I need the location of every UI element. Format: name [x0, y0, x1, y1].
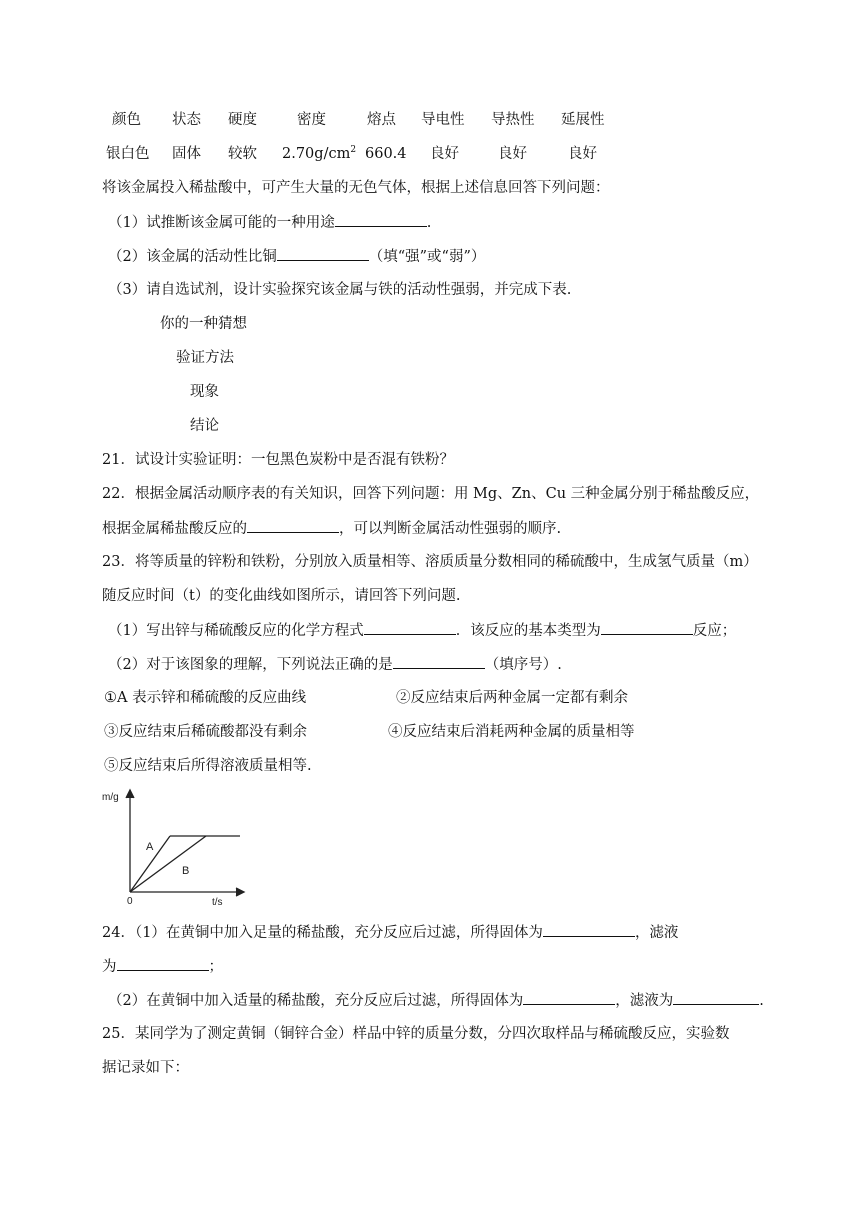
curve-b-rise	[130, 836, 206, 892]
value-melting-point: 660.4	[365, 146, 407, 162]
curve-a-label: A	[146, 841, 154, 853]
question-23-part2: （2）对于该图象的理解，下列说法正确的是 （填序号）.	[108, 654, 562, 675]
value-conductivity: 良好	[430, 146, 459, 162]
question-25-line1: 25．某同学为了测定黄铜（铜锌合金）样品中锌的质量分数，分四次取样品与稀硫酸反应，实验数	[102, 1026, 730, 1042]
header-thermal: 导热性	[491, 112, 535, 128]
curve-b-label: B	[182, 865, 190, 877]
intro-text: 将该金属投入稀盐酸中，可产生大量的无色气体，根据上述信息回答下列问题：	[102, 180, 610, 196]
answer-blank[interactable]	[601, 620, 693, 635]
header-ductility: 延展性	[561, 112, 605, 128]
answer-blank[interactable]	[393, 654, 485, 669]
option-1: ①A 表示锌和稀硫酸的反应曲线	[104, 690, 307, 706]
answer-blank[interactable]	[335, 212, 427, 227]
question-22-line1: 22．根据金属活动顺序表的有关知识，回答下列问题：用 Mg、Zn、Cu 三种金属分别于稀盐酸反应，	[102, 486, 760, 502]
question-22-line2: 根据金属稀盐酸反应的 ，可以判断金属活动性强弱的顺序.	[102, 518, 561, 539]
y-axis-label: m/g	[102, 792, 119, 803]
origin-label: 0	[127, 896, 133, 906]
header-hardness: 硬度	[228, 112, 257, 128]
header-state: 状态	[172, 112, 201, 128]
x-axis-label: t/s	[212, 897, 223, 906]
question-24-line2: 为 ；	[102, 956, 223, 977]
property-table-values	[0, 144, 860, 164]
answer-blank[interactable]	[247, 518, 339, 533]
density-exponent: 2	[350, 145, 357, 156]
answer-blank[interactable]	[673, 990, 759, 1005]
option-4: ④反应结束后消耗两种金属的质量相等	[388, 724, 635, 740]
x-axis-arrow	[236, 888, 244, 896]
q20-row-conclusion: 结论	[190, 418, 219, 434]
option-3: ③反应结束后稀硫酸都没有剩余	[104, 724, 307, 740]
value-density: $2.70g/cm^2$	[282, 145, 357, 162]
option-5: ⑤反应结束后所得溶液质量相等.	[104, 758, 312, 774]
question-23-part1: （1）写出锌与稀硫酸反应的化学方程式 ．该反应的基本类型为 反应；	[108, 620, 736, 641]
y-axis-arrow	[126, 790, 134, 798]
q20-part3: （3）请自选试剂，设计实验探究该金属与铁的活动性强弱，并完成下表.	[108, 282, 572, 298]
answer-blank[interactable]	[117, 956, 209, 971]
property-table-header	[0, 110, 860, 130]
answer-blank[interactable]	[523, 990, 615, 1005]
q20-part1: （1）试推断该金属可能的一种用途 .	[108, 212, 431, 233]
value-color: 银白色	[106, 146, 150, 162]
answer-blank[interactable]	[543, 922, 635, 937]
question-23-line1: 23．将等质量的锌粉和铁粉，分别放入质量相等、溶质质量分数相同的稀硫酸中，生成氢气质量（m）	[102, 554, 758, 570]
question-24-line3: （2）在黄铜中加入适量的稀盐酸，充分反应后过滤，所得固体为 ，滤液为 .	[108, 990, 764, 1011]
q20-row-guess: 你的一种猜想	[160, 316, 247, 332]
q20-row-method: 验证方法	[176, 350, 234, 366]
value-state: 固体	[172, 146, 201, 162]
reaction-graph	[100, 786, 250, 906]
question-24-line1: 24．（1）在黄铜中加入足量的稀盐酸，充分反应后过滤，所得固体为 ，滤液	[102, 922, 678, 943]
question-25-line2: 据记录如下：	[102, 1060, 189, 1076]
answer-blank[interactable]	[277, 246, 369, 261]
value-hardness: 较软	[228, 146, 257, 162]
header-density: 密度	[297, 112, 326, 128]
header-color: 颜色	[112, 112, 141, 128]
answer-blank[interactable]	[364, 620, 456, 635]
q20-part2: （2）该金属的活动性比铜 （填“强”或“弱”）	[108, 246, 485, 267]
value-thermal: 良好	[498, 146, 527, 162]
option-2: ②反应结束后两种金属一定都有剩余	[396, 690, 628, 706]
question-21: 21．试设计实验证明：一包黑色炭粉中是否混有铁粉？	[102, 452, 454, 468]
value-ductility: 良好	[568, 146, 597, 162]
header-melting-point: 熔点	[367, 112, 396, 128]
q20-row-phenomenon: 现象	[190, 384, 219, 400]
header-conductivity: 导电性	[421, 112, 465, 128]
question-23-line2: 随反应时间（t）的变化曲线如图所示，请回答下列问题.	[102, 588, 461, 604]
